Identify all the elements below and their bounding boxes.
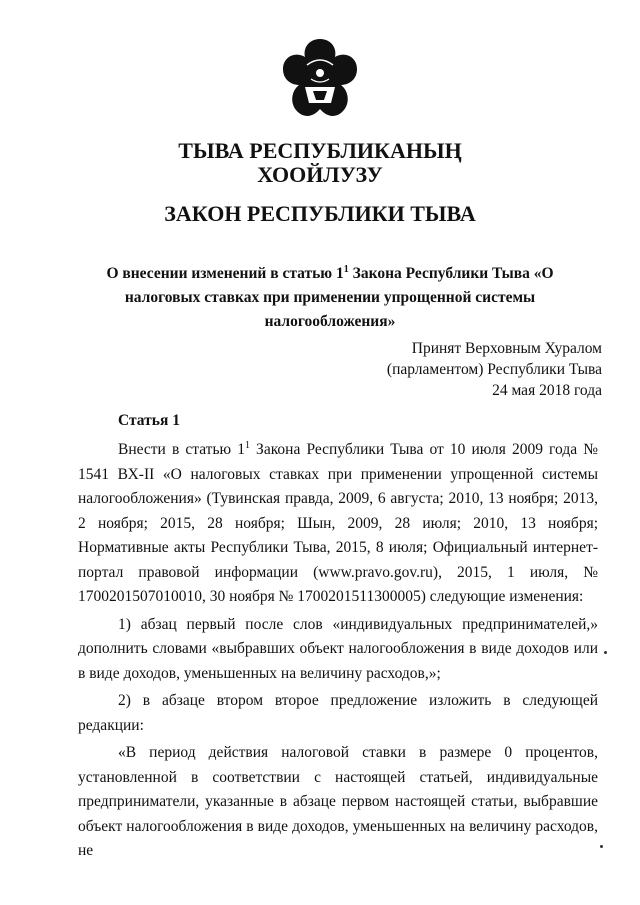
coat-of-arms-emblem [277, 35, 363, 121]
scan-speck [604, 651, 607, 654]
law-title-part2: Закона Республики Тыва «О налоговых ставках при применении упрощенной системы налогообложения» [124, 265, 554, 330]
paragraph-2: 1) абзац первый после слов «индивидуальных предпринимателей,» дополнить словами «выбравших объект налогообложения в виде доходов или в виде доходов, уменьшенных на величину расходов,»; [78, 615, 598, 682]
adoption-line-1: Принят Верховным Хуралом [411, 340, 602, 357]
adoption-note [387, 338, 602, 401]
p1-part-a: Внести в статью 1 [118, 441, 245, 458]
paragraph-4: «В период действия налоговой ставки в размере 0 процентов, установленной в соответствии с настоящей статьей, индивидуальные предприниматели, указанные в абзаце первом настоящей статьи, выбравшие объект налогообложения в виде доходов, уменьшенных на величину расходов, не [78, 744, 598, 859]
p1-part-b: Закона Республики Тыва от 10 июля 2009 года № 1541 ВХ-II «О налоговых ставках при применении упрощенной системы налогообложения» (Тувинская правда, 2009, 6 августа; 2010, 13 ноября; 2013, 2 ноября; 2015, 28 ноября; Шын, 2009, 28 июля; 2010, 13 ноября; Нормативные акты Республики Тыва, 2015, 8 июля; Официальный интернет-портал правовой информации (www.pravo.gov.ru), 2015, 1 июля, № 1700201507010010, 30 ноября № 1700201511300005) следующие изменения: [78, 441, 598, 605]
p1-sup: 1 [244, 439, 250, 451]
paragraph-3: 2) в абзаце втором второе предложение изложить в следующей редакции: [78, 692, 598, 734]
law-title-part1: О внесении изменений в статью 1 [106, 265, 344, 282]
header-line-2: ХООЙЛУЗУ [257, 162, 383, 187]
header-line-1: ТЫВА РЕСПУБЛИКАНЫҢ [178, 138, 462, 163]
article-label: Статья 1 [118, 412, 180, 429]
adoption-line-2: (парламентом) Республики Тыва [386, 361, 602, 378]
paragraph-1 [78, 438, 598, 610]
adoption-line-3: 24 мая 2018 года [492, 382, 602, 399]
law-heading: ЗАКОН РЕСПУБЛИКИ ТЫВА [164, 201, 476, 226]
document-body [78, 438, 598, 867]
scan-speck [600, 845, 603, 848]
law-title-sup: 1 [343, 263, 349, 275]
law-title [80, 262, 580, 334]
